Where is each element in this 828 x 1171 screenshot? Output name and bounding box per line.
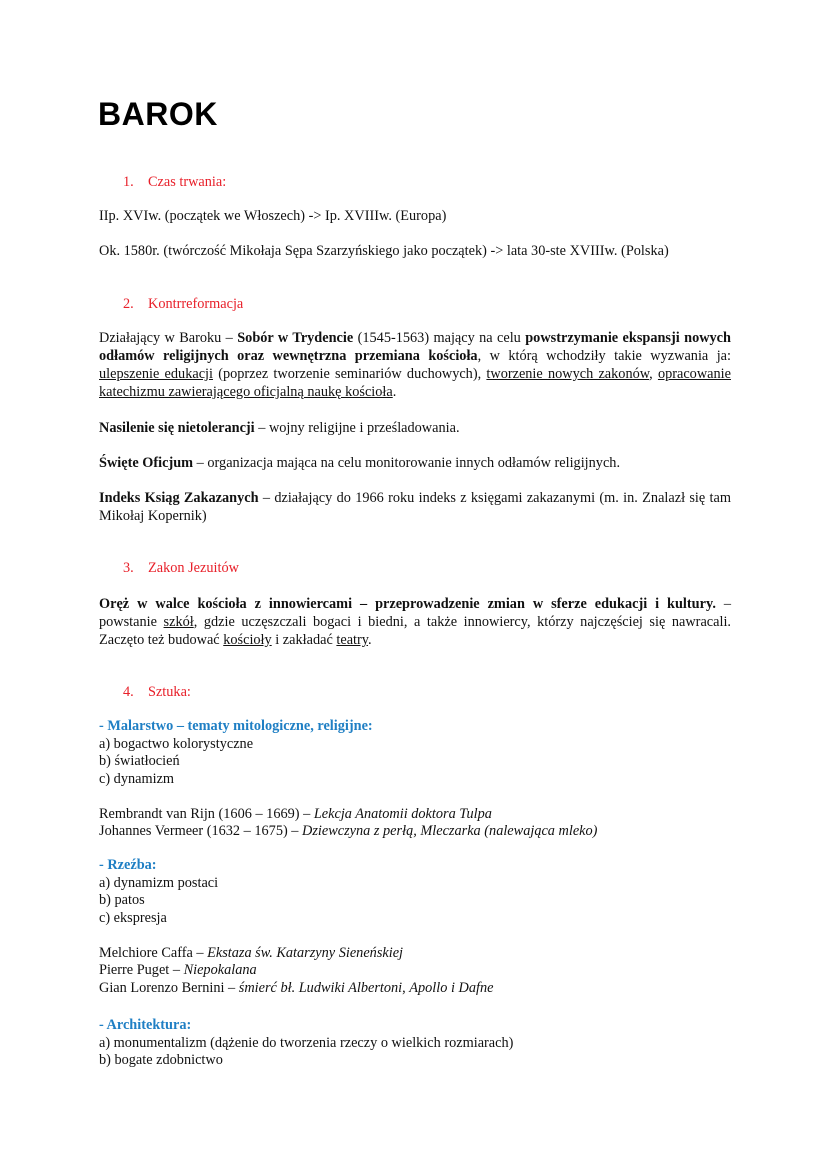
work-title: Dziewczyna z perłą, Mleczarka (nalewająca mleko) (302, 823, 598, 839)
section-heading-czas-trwania (123, 173, 226, 191)
artist: Pierre Puget – (99, 962, 184, 978)
text: – działający do 1966 roku indeks z księgami zakazanymi (m. in. Znalazł się tam Mikołaj Kopernik) (99, 490, 731, 524)
paragraph-sobor-trydencki (99, 329, 731, 401)
paragraph-indeks (99, 489, 731, 525)
text: , w którą wchodziły takie wyzwania ja: (477, 348, 731, 364)
work-title: Lekcja Anatomii doktora Tulpa (313, 805, 492, 822)
architektura-block (99, 1017, 731, 1070)
text: . (392, 384, 397, 400)
section-number: 3. (123, 560, 134, 576)
page-title: BAROK (98, 96, 218, 132)
paragraph-jezuici (99, 595, 731, 649)
text: – organizacja mająca na celu monitorowanie innych odłamów religijnych. (193, 455, 621, 471)
section-heading-sztuka (123, 683, 191, 701)
text: i zakładać (271, 632, 337, 648)
work-entry (99, 806, 731, 824)
list-item: c) dynamizm (99, 770, 175, 787)
section-heading-kontrreformacja (123, 295, 243, 313)
paragraph-nietolerancja (99, 419, 731, 437)
list-item: a) bogactwo kolorystyczne (99, 735, 254, 752)
section-label: Zakon Jezuitów (148, 560, 239, 576)
separator: , (402, 979, 410, 996)
period-europe: IIp. XVIw. (początek we Włoszech) -> Ip. XVIIIw. (Europa) (99, 208, 447, 224)
bold-text: Sobór w Trydencie (237, 330, 354, 346)
subheading-rzezba: - Rzeźba: (99, 857, 157, 873)
artist: Rembrandt van Rijn (1606 – 1669) – (99, 805, 314, 822)
list-item: a) monumentalizm (dążenie do tworzenia rzeczy o wielkich rozmiarach) (99, 1034, 514, 1051)
text: (1545-1563) mający na celu (353, 330, 526, 346)
work-title: Niepokalana (183, 962, 257, 978)
rzezba-block (99, 857, 731, 997)
text: – wojny religijne i prześladowania. (254, 420, 460, 436)
bold-text: powstrzymanie ekspansji nowych odłamów religijnych oraz wewnętrzna przemiana kościoła (99, 330, 731, 364)
underlined-text: tworzenie nowych zakonów (486, 366, 650, 382)
bold-text: Oręż w walce kościoła z innowiercami – przeprowadzenie zmian w sferze edukacji i kultury. (99, 596, 716, 612)
work-entry (99, 962, 731, 980)
underlined-text: teatry (336, 632, 369, 648)
section-number: 4. (123, 684, 134, 700)
section-label: Sztuka: (148, 684, 191, 700)
period-poland: Ok. 1580r. (twórczość Mikołaja Sępa Szarzyńskiego jako początek) -> lata 30-ste XVIIIw. (Polska) (99, 243, 669, 259)
bold-text: Indeks Ksiąg Zakazanych (99, 490, 259, 506)
text: Działający w Baroku – (99, 330, 238, 346)
artist: Melchiore Caffa – (99, 944, 208, 961)
work-title: Apollo i Dafne (409, 979, 494, 996)
subheading-architektura: - Architektura: (99, 1017, 192, 1033)
list-item: b) bogate zdobnictwo (99, 1052, 223, 1068)
text: , gdzie uczęszczali bogaci i biedni, a także innowiercy, którzy najczęściej się nawracali. Zaczęto też budować (99, 614, 731, 648)
text: (poprzez tworzenie seminariów duchowych), (212, 366, 487, 382)
underlined-text: kościoły (223, 632, 272, 648)
section-number: 1. (123, 174, 134, 190)
underlined-text: ulepszenie edukacji (99, 366, 213, 382)
paragraph-oficjum (99, 454, 731, 472)
work-entry (99, 823, 731, 841)
list-item: a) dynamizm postaci (99, 874, 219, 891)
artist: Johannes Vermeer (1632 – 1675) – (99, 823, 303, 839)
text: – powstanie (99, 596, 731, 630)
work-title: śmierć bł. Ludwiki Albertoni (238, 979, 403, 996)
bold-text: Święte Oficjum (99, 455, 194, 471)
malarstwo-block (99, 718, 731, 841)
section-heading-zakon-jezuitow (123, 559, 239, 577)
list-item: b) światłocień (99, 753, 180, 769)
text: , (649, 366, 658, 382)
section-number: 2. (123, 296, 134, 312)
work-entry (99, 980, 731, 998)
artist: Gian Lorenzo Bernini – (99, 979, 239, 996)
subheading-malarstwo: - Malarstwo – tematy mitologiczne, religijne: (99, 718, 373, 734)
bold-text: Nasilenie się nietolerancji (99, 420, 255, 436)
section-label: Kontrreformacja (148, 296, 244, 312)
work-title: Ekstaza św. Katarzyny Sieneńskiej (207, 944, 404, 961)
underlined-text: szkół (163, 614, 194, 630)
section-label: Czas trwania: (148, 174, 227, 190)
list-item: c) ekspresja (99, 909, 167, 926)
underlined-text: opracowanie katechizmu zawierającego oficjalną naukę kościoła (99, 366, 731, 400)
work-entry (99, 945, 731, 963)
text: . (368, 632, 372, 648)
list-item: b) patos (99, 892, 145, 908)
